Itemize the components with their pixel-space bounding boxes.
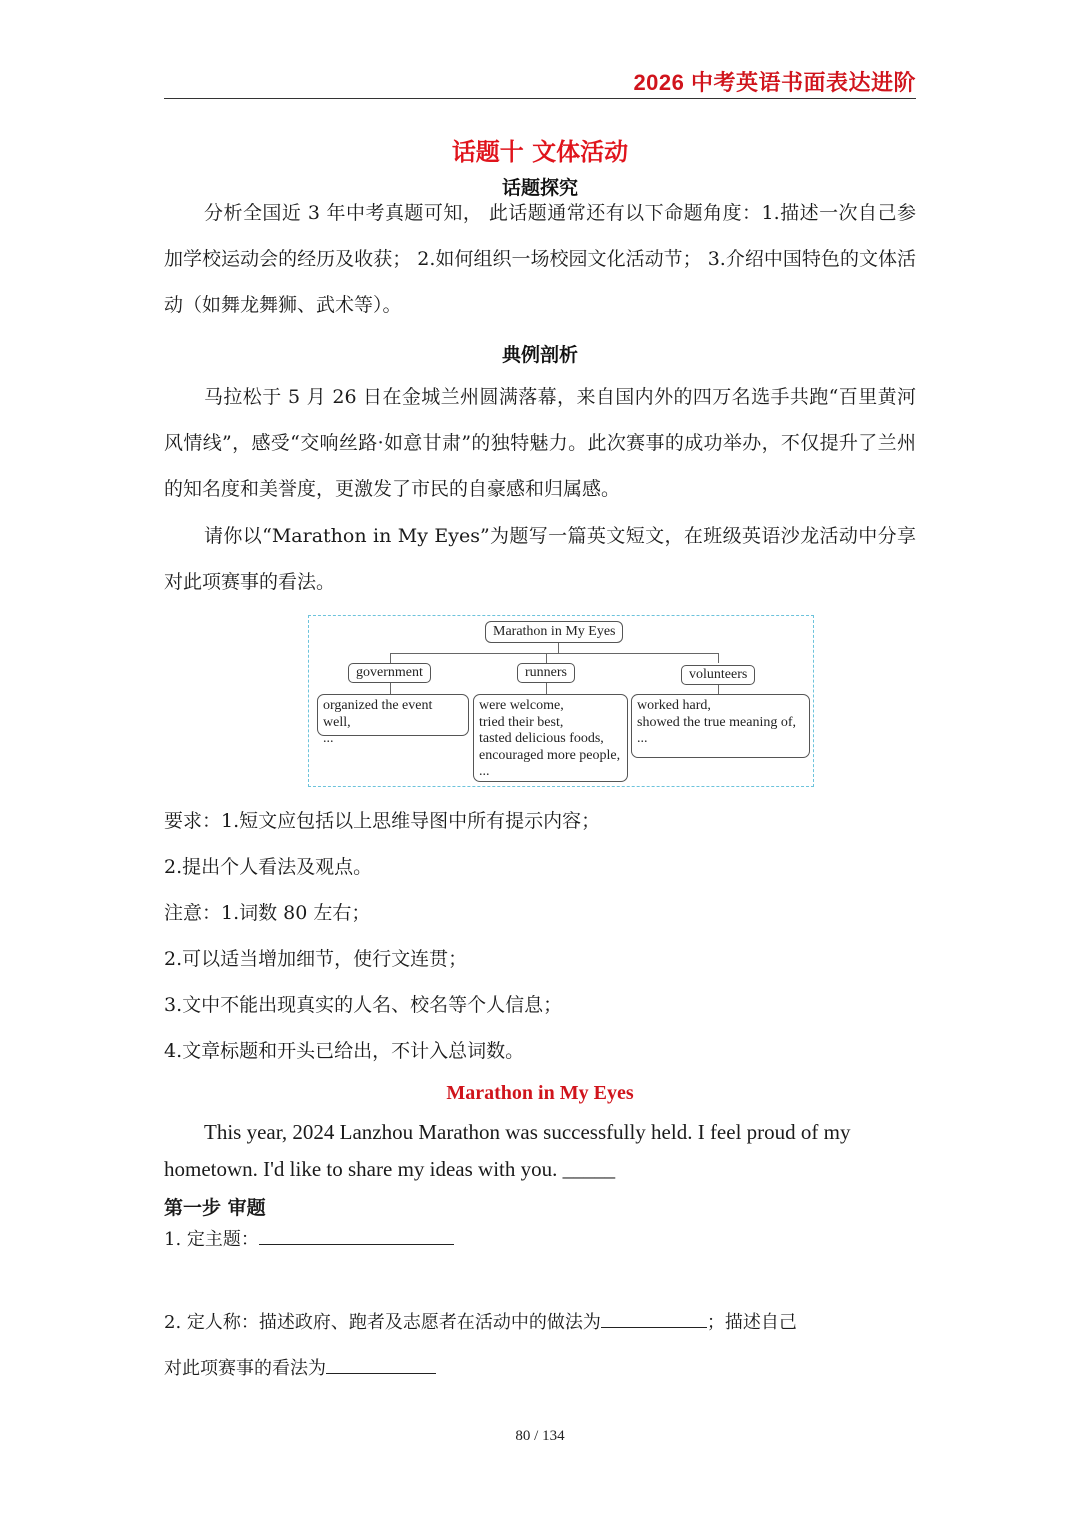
mind-map-detail: ... [479, 764, 490, 779]
mind-map-detail: encouraged more people, [479, 747, 621, 763]
person-blank-1[interactable] [601, 1309, 707, 1328]
header-title: 2026 中考英语书面表达进阶 [633, 70, 916, 95]
step-1-title: 第一步 审题 [164, 1197, 266, 1219]
mind-map-detail: showed the true meaning of, [637, 714, 797, 730]
exploration-heading: 话题探究 [501, 177, 578, 199]
mind-map-detail: ... [323, 731, 334, 746]
mind-map-details-government [317, 694, 469, 746]
mind-map-details-volunteers [631, 694, 810, 758]
item-2-mid: ；描述自己 [706, 1312, 797, 1333]
mind-map-connector [546, 683, 547, 694]
mind-map-detail: ... [637, 731, 648, 746]
mind-map-connector [390, 653, 719, 654]
mind-map-branch-runners: runners [517, 663, 575, 683]
step-1-item-2 [164, 1308, 916, 1334]
mind-map-connector [390, 683, 391, 694]
step-1-item-1 [164, 1225, 916, 1251]
mind-map-branch-government: government [348, 663, 431, 683]
mind-map-detail: tasted delicious foods, [479, 731, 604, 746]
requirement-1: 要求：1.短文应包括以上思维导图中所有提示内容； [164, 810, 601, 832]
mind-map-branch-volunteers: volunteers [681, 665, 755, 685]
requirement-2: 2.提出个人看法及观点。 [164, 856, 373, 878]
page-number: 80 / 134 [515, 1428, 565, 1444]
mind-map [308, 615, 814, 787]
topic-title: 话题十 文体活动 [451, 138, 629, 166]
mind-map-connector [546, 653, 547, 663]
example-paragraph-2: 请你以“Marathon in My Eyes”为题写一篇英文短文，在班级英语沙龙活动中分享对此项赛事的看法。 [164, 525, 916, 593]
step-1-item-2-cont [164, 1354, 916, 1380]
mind-map-detail: were welcome, [479, 698, 564, 713]
essay-opening: This year, 2024 Lanzhou Marathon was successfully held. I feel proud of my hometown. I'd like to share my ideas with you. _____ [164, 1120, 851, 1181]
exploration-text: 分析全国近 3 年中考真题可知， 此话题通常还有以下命题角度：1.描述一次自己参加学校运动会的经历及收获； 2.如何组织一场校园文化活动节； 3.介绍中国特色的文体活动（如舞龙舞狮、武术等）。 [164, 202, 916, 316]
mind-map-center: Marathon in My Eyes [485, 621, 623, 643]
note-1: 注意：1.词数 80 左右； [164, 902, 371, 924]
note-2: 2.可以适当增加细节，使行文连贯； [164, 948, 468, 970]
mind-map-details-runners [473, 694, 628, 782]
note-4: 4.文章标题和开头已给出，不计入总词数。 [164, 1040, 525, 1062]
item-1-label: 1. 定主题： [164, 1229, 259, 1250]
note-3: 3.文中不能出现真实的人名、校名等个人信息； [164, 994, 563, 1016]
example-paragraph-1: 马拉松于 5 月 26 日在金城兰州圆满落幕，来自国内外的四万名选手共跑“百里黄河风情线”，感受“交响丝路·如意甘肃”的独特魅力。此次赛事的成功举办，不仅提升了兰州的知名度和美誉度，更激发了市民的自豪感和归属感。 [164, 386, 916, 500]
essay-title: Marathon in My Eyes [446, 1082, 634, 1104]
item-2-label: 2. 定人称：描述政府、跑者及志愿者在活动中的做法为 [164, 1312, 601, 1333]
mind-map-detail: organized the event well, [323, 698, 433, 730]
header-divider [164, 98, 916, 99]
mind-map-connector [390, 653, 391, 663]
mind-map-detail: worked hard, [637, 698, 711, 713]
mind-map-connector [558, 643, 559, 653]
example-heading: 典例剖析 [501, 344, 578, 366]
mind-map-connector [718, 653, 719, 663]
person-blank-2[interactable] [326, 1355, 436, 1374]
mind-map-detail: tried their best, [479, 714, 564, 730]
item-2-end: 对此项赛事的看法为 [164, 1358, 326, 1379]
topic-blank[interactable] [259, 1226, 454, 1245]
mind-map-connector [718, 684, 719, 694]
